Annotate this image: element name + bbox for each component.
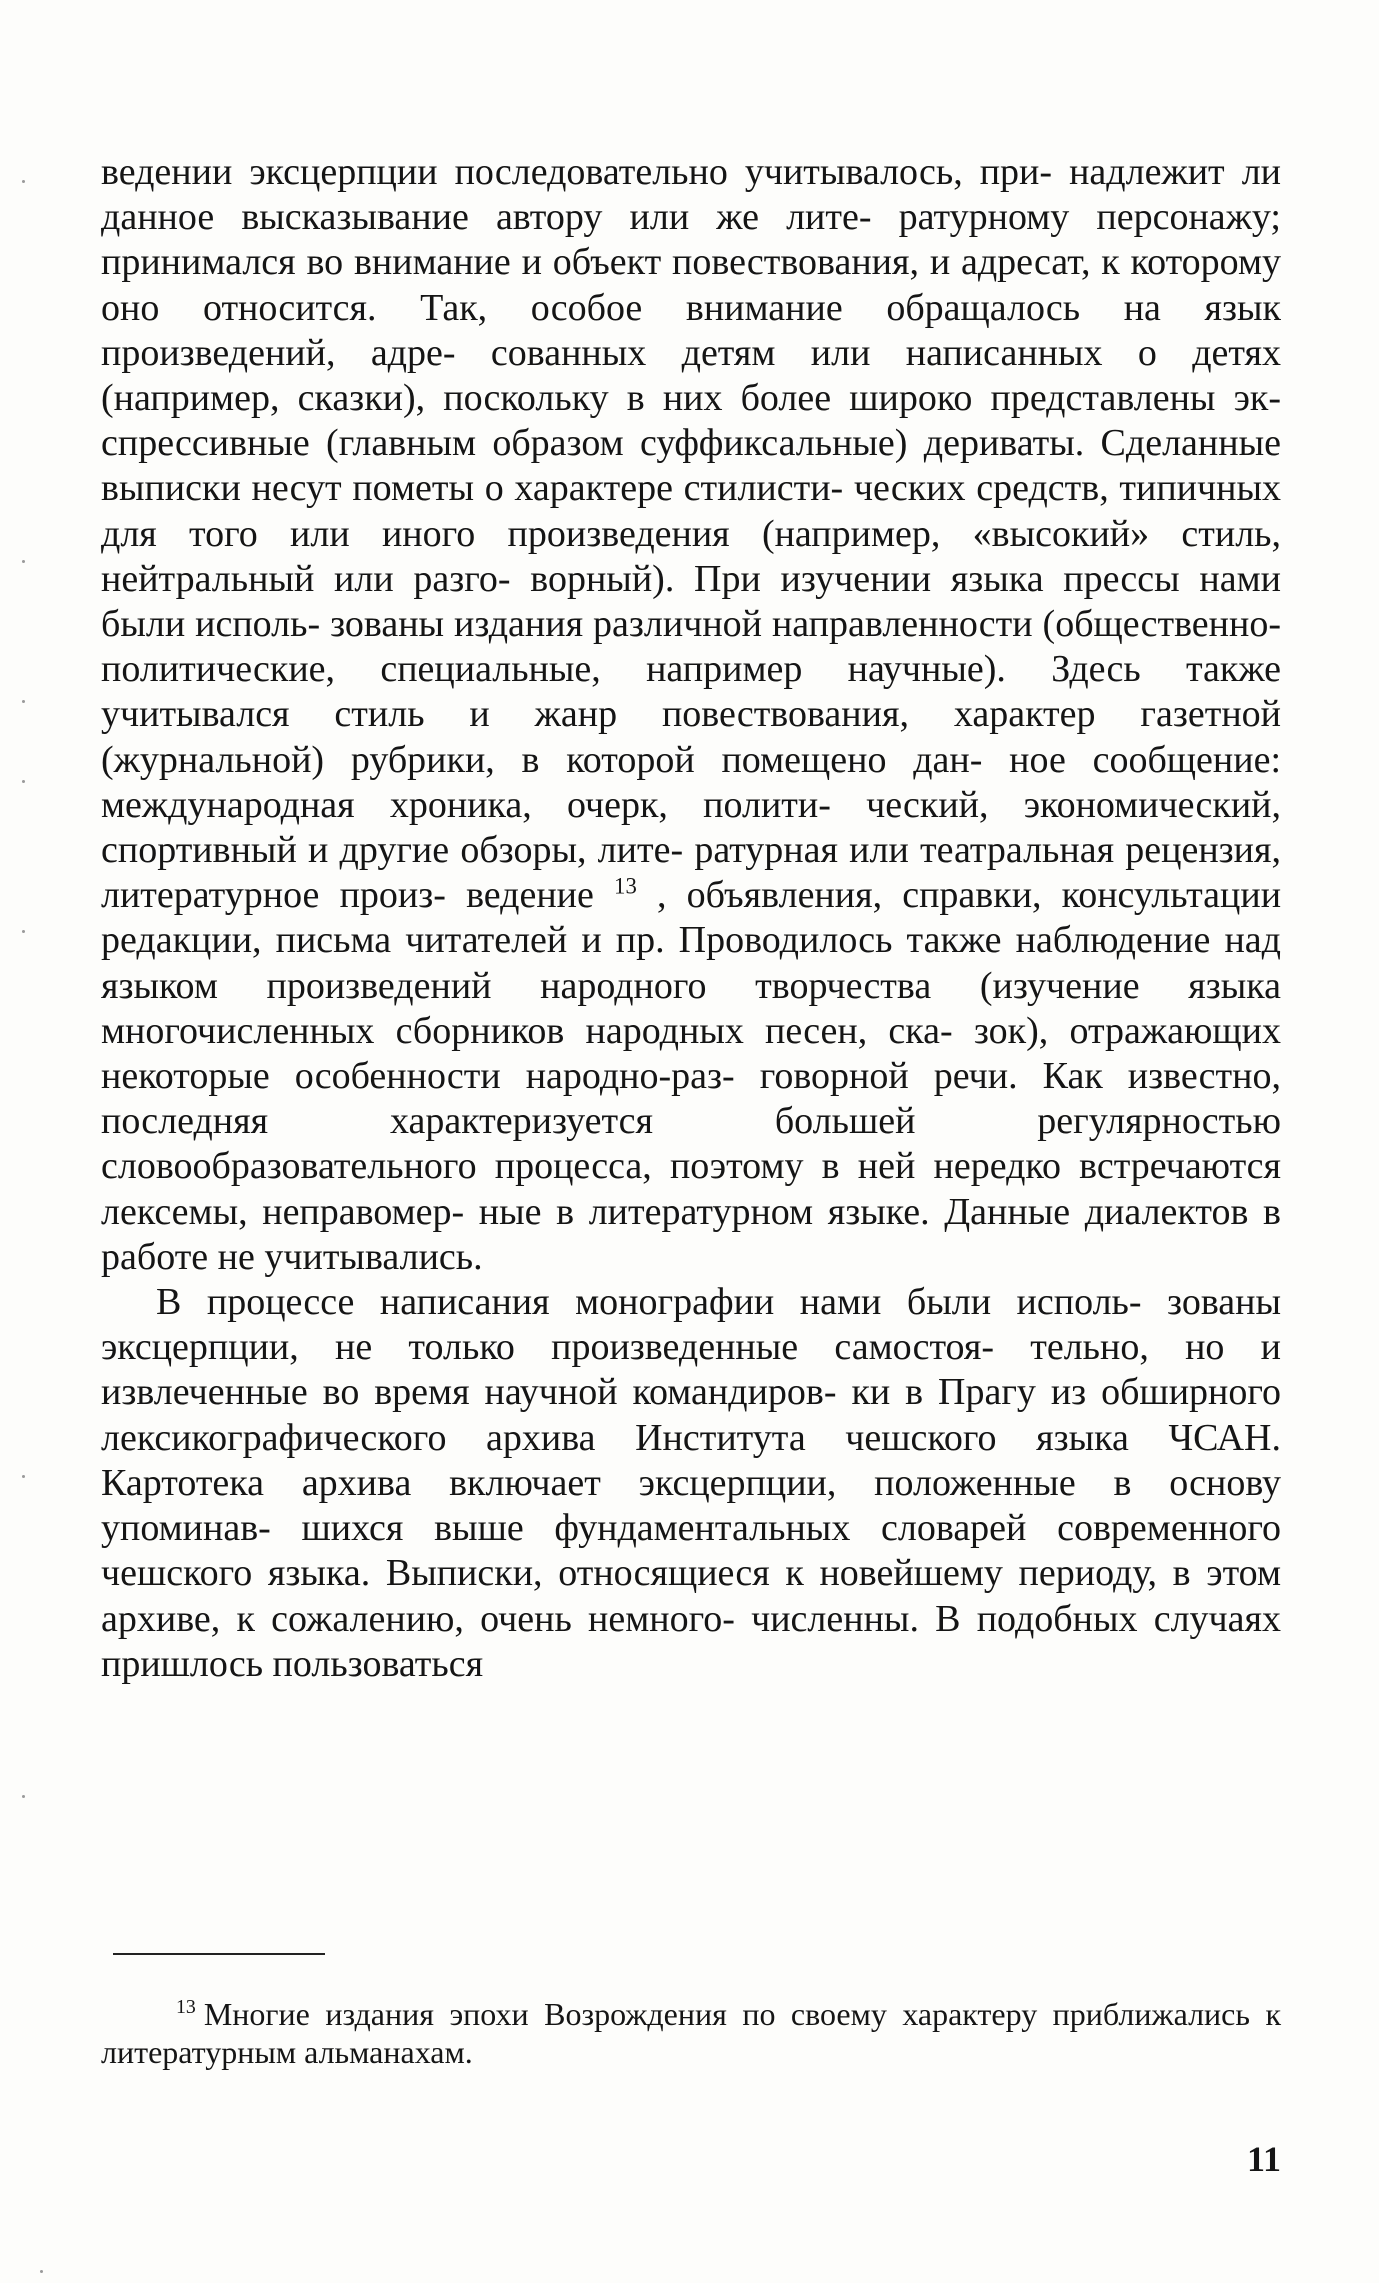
scan-speck bbox=[22, 1795, 25, 1798]
paragraph-2-line: периоду, в этом архиве, к сожалению, очень немного- bbox=[101, 1552, 1281, 1640]
paragraph-1-line: Сделанные выписки несут пометы о характере стилисти- bbox=[101, 422, 1281, 510]
p2-lines bbox=[101, 1281, 1281, 1685]
paragraph-1-line: поэтому в ней нередко встречаются лексемы, неправомер- bbox=[101, 1145, 1281, 1233]
paragraph-1-line: сованных детям или написанных о детях (например, bbox=[101, 331, 1281, 420]
paragraph-1-line: ведении эксцерпции последовательно учитывалось, при- bbox=[101, 151, 1070, 193]
paragraph-2-line: В процессе написания монографии нами были исполь- bbox=[156, 1281, 1168, 1324]
footnote-text: Многие издания эпохи Возрождения по своему характеру приближались к литературным альманахам. bbox=[101, 1996, 1281, 2070]
paragraph-1-line: над языком произведений народного творчества (изучение bbox=[101, 919, 1281, 1007]
p1-note-line-start: ведение bbox=[466, 874, 594, 917]
paragraph-2-line: чешского языка. Выписки, относящиеся к новейшему bbox=[101, 1552, 1019, 1595]
paragraph-1-line: (например, «высокий» стиль, нейтральный или разго- bbox=[101, 512, 1281, 600]
paragraph-1-line: ное сообщение: международная хроника, очерк, полити- bbox=[101, 738, 1281, 826]
paragraph-1-line: ческий, экономический, спортивный и другие обзоры, лите- bbox=[101, 783, 1281, 872]
paragraph-1-line: большей регулярностью словообразовательного процесса, bbox=[101, 1100, 1281, 1188]
paragraph-2-line: ки в Прагу из обширного лексикографического архива bbox=[101, 1371, 1282, 1459]
scan-speck bbox=[22, 1475, 25, 1478]
paragraph-1-line: зованы издания различной направленности (общественно- bbox=[330, 603, 1281, 646]
scan-speck bbox=[22, 930, 25, 933]
paragraph-1-line: политические, специальные, например научные). Здесь bbox=[101, 648, 1186, 691]
paragraph-1-line: ворный). При изучении языка прессы нами были исполь- bbox=[101, 557, 1281, 646]
footnote-mark: 13 bbox=[176, 1996, 196, 2019]
paragraph-1-line: ные в литературном языке. Данные диалектов в работе не bbox=[101, 1190, 1281, 1278]
paragraph-1-line: спрессивные (главным образом суффиксальные) дериваты. bbox=[101, 422, 1101, 465]
paragraph-1-line: повествования, и адресат, к которому оно относится. Так, bbox=[101, 241, 1281, 329]
scan-speck bbox=[22, 700, 25, 703]
paragraph-2-line: шихся выше фундаментальных словарей современного bbox=[301, 1507, 1282, 1550]
paragraph-1-line: ратурному персонажу; принимался во внимание и объект bbox=[101, 196, 1281, 284]
paragraph-1-line: газетной (журнальной) рубрики, в которой помещено дан- bbox=[101, 693, 1281, 781]
paragraph-1-line: надлежит ли данное высказывание автору или же лите- bbox=[101, 151, 1281, 239]
scan-speck bbox=[22, 180, 25, 183]
p1-lines bbox=[101, 151, 1281, 916]
paragraph-1-line: ратурная или театральная рецензия, литературное произ- bbox=[101, 829, 1281, 917]
page-number: 11 bbox=[1246, 2139, 1281, 2179]
paragraph-2-line: зованы эксцерпции, не только произведенные самостоя- bbox=[101, 1281, 1281, 1369]
paragraph-2-line: тельно, но и извлеченные во время научной командиров- bbox=[101, 1326, 1281, 1414]
scan-speck bbox=[40, 2270, 43, 2273]
main-text bbox=[101, 150, 1281, 1687]
scan-speck bbox=[22, 780, 25, 783]
paragraph-1 bbox=[101, 150, 1281, 1280]
scan-speck bbox=[22, 560, 25, 563]
footnote-reference[interactable]: 13 bbox=[614, 873, 637, 899]
paragraph-2 bbox=[101, 1280, 1281, 1687]
paragraph-1-line: письма читателей и пр. Проводилось также наблюдение bbox=[275, 919, 1225, 962]
paragraph-1-line: также учитывался стиль и жанр повествования, характер bbox=[101, 648, 1281, 736]
paragraph-2-line: Института чешского языка ЧСАН. Картотека архива bbox=[101, 1416, 1281, 1504]
footnote bbox=[101, 1995, 1281, 2071]
p1-lines-after bbox=[101, 919, 1281, 1277]
paragraph-2-line: численны. В подобных случаях пришлось пользоваться bbox=[101, 1597, 1281, 1685]
paragraph-1-line: говорной речи. Как известно, последняя характеризуется bbox=[101, 1055, 1281, 1143]
p1-note-line-end: , объявления, справки, консультации редакции, bbox=[101, 874, 1282, 962]
footnote-separator bbox=[113, 1953, 325, 1955]
paragraph-1-line: ческих средств, типичных для того или иного произведения bbox=[101, 467, 1281, 555]
paragraph-1-line: языка многочисленных сборников народных песен, ска- bbox=[101, 964, 1281, 1052]
paragraph-1-line: зок), отражающих некоторые особенности народно-раз- bbox=[101, 1009, 1281, 1098]
paragraph-2-line: включает эксцерпции, положенные в основу упоминав- bbox=[101, 1461, 1281, 1550]
paragraph-1-line: особое внимание обращалось на язык произведений, адре- bbox=[101, 286, 1282, 374]
paragraph-1-line: сказки), поскольку в них более широко представлены эк- bbox=[297, 377, 1281, 420]
paragraph-1-line: учитывались. bbox=[264, 1235, 483, 1278]
